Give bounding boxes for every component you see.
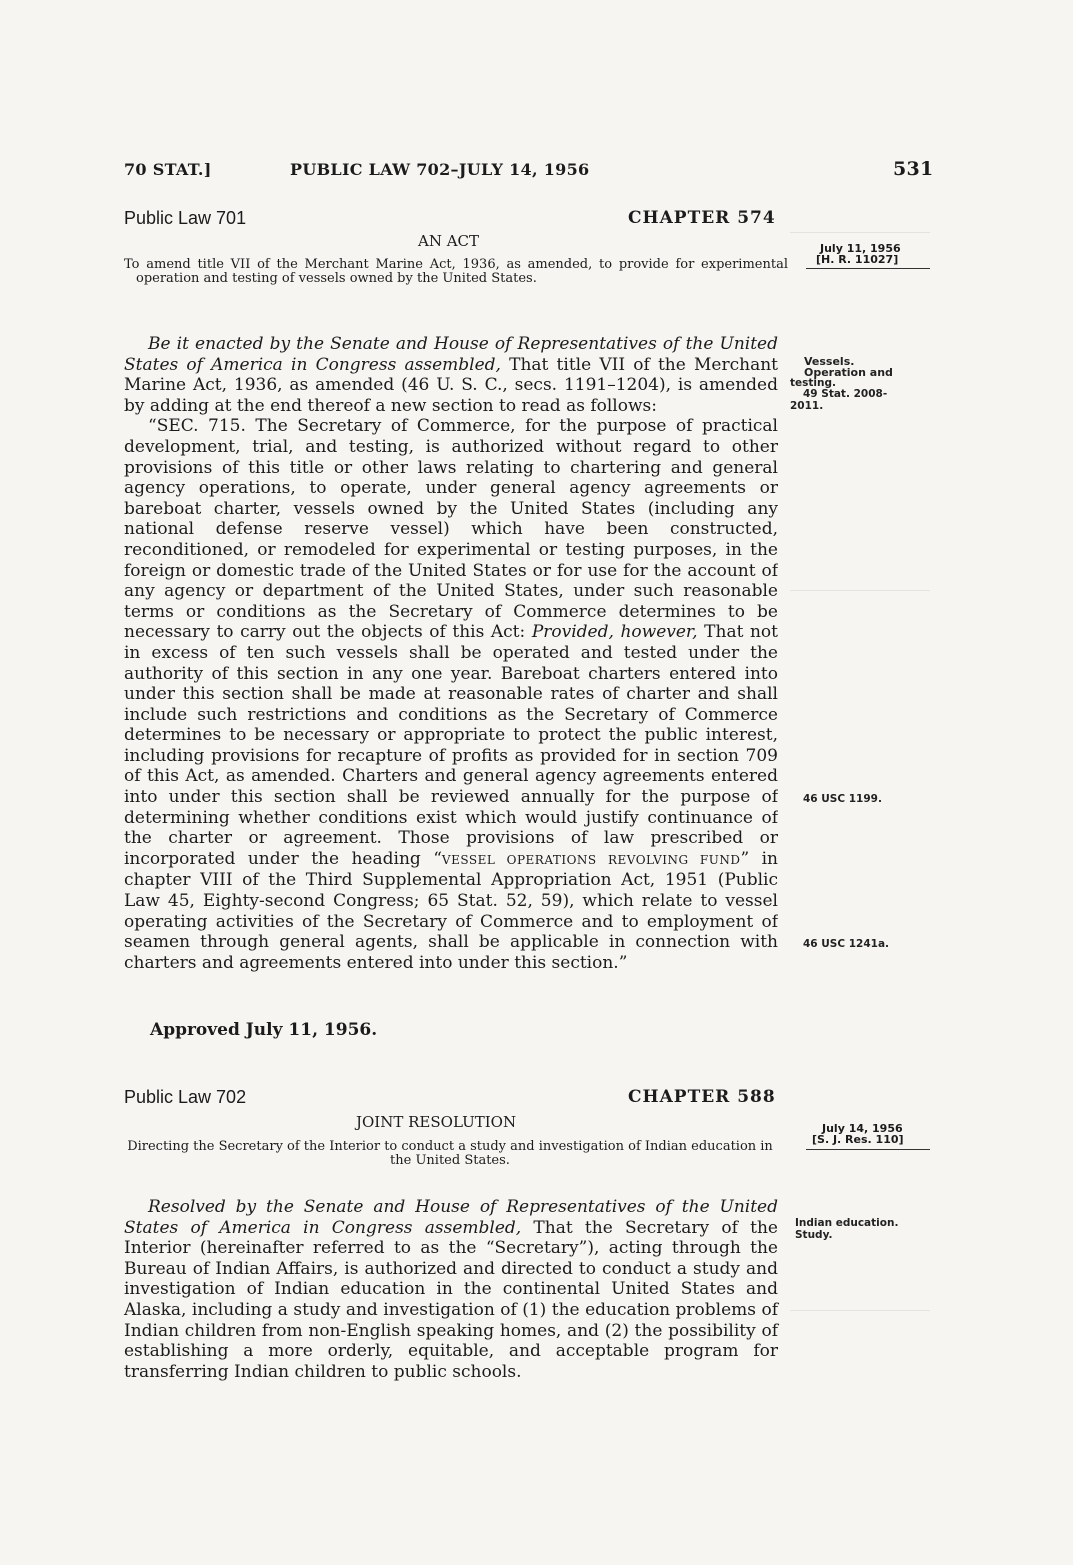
section-715-part1: “SEC. 715. The Secretary of Commerce, for the purpose of practical development, trial, and testing, is authorized without regard to other provisions of this title or other laws relating to chartering and general agency operations, to operate, under general agency agreements or bareboat charter, vessels owned by the United States (including any national defense reserve vessel) which have been constructed, reconditioned, or remodeled for experimental or testing purposes, in the foreign or domestic trade of the United States or for use for the account of any agency or department of the United States, under such reasonable terms or conditions as the Secretary of Commerce determines to be necessary to carry out the objects of this Act: [124, 416, 778, 643]
header-volume: 70 STAT.] [124, 160, 212, 179]
public-law-701-label: Public Law 701 [124, 208, 247, 228]
act-body [124, 334, 778, 1024]
enacting-clause [124, 334, 778, 416]
section-715 [124, 416, 778, 973]
margin-note-stat-ref: 49 Stat. 2008- [803, 388, 888, 400]
margin-note-46-usc-1199: 46 USC 1199. [803, 793, 882, 805]
provided-italic: Provided, however, [531, 622, 698, 643]
chapter-574-label: CHAPTER 574 [628, 208, 776, 228]
section-715-part2: That not in excess of ten such vessels shall be operated and tested under the authority of this section in any one year. Bareboat charters entered into under this section shall be made at reasonable rates of charter and shall include such restrictions and conditions as the Secretary of Commerce determines to be necessary or appropriate to protect the public interest, including provisions for recapture of profits as provided for in section 709 of this Act, as amended. Charters and general agency agreements entered into under this section shall be reviewed annually for the purpose of determining whether conditions exist which would justify continuance of the charter or agreement. Those provisions of law prescribed or incorporated under the heading “ [124, 622, 778, 869]
margin-note-46-usc-1241a: 46 USC 1241a. [803, 938, 890, 950]
resolved-italic: Resolved by the Senate and House of Representatives of the United States of America in Congress assembled, [124, 1197, 778, 1238]
resolution-purpose: Directing the Secretary of the Interior to conduct a study and investigation of Indian education in the United States. [127, 1139, 773, 1168]
margin-note-stat-ref-2: 2011. [790, 400, 824, 412]
margin-note-vessels: Vessels. [804, 355, 855, 368]
page-number: 531 [893, 158, 934, 180]
chapter-588-label: CHAPTER 588 [628, 1087, 776, 1107]
approved-line: Approved July 11, 1956. [150, 1020, 378, 1040]
date-note-rule [806, 268, 930, 269]
header-title: PUBLIC LAW 702–JULY 14, 1956 [290, 160, 590, 179]
bleed-through-rule [790, 232, 930, 233]
bleed-through-rule [790, 1310, 930, 1311]
section-715-part3: ” in chapter VIII of the Third Supplemental Appropriation Act, 1951 (Public Law 45, Eighty-second Congress; 65 Stat. 52, 59), which relate to vessel operating activities of the Secretary of Commerce and to employment of seamen through general agents, shall be applicable in connection with charters and agreements entered into under this section.” [124, 848, 778, 973]
resolving-clause [124, 1197, 778, 1382]
resolution-body [124, 1197, 778, 1382]
date-note-rule-2 [806, 1149, 930, 1150]
bill-number-note: [H. R. 11027] [816, 253, 899, 266]
joint-resolution-title: JOINT RESOLUTION [356, 1113, 517, 1131]
date-note-july-11: July 11, 1956 [820, 242, 901, 255]
margin-note-testing: testing. [790, 377, 836, 389]
date-note-july-14: July 14, 1956 [822, 1122, 903, 1135]
margin-note-indian-education: Indian education. [795, 1217, 899, 1229]
act-purpose: To amend title VII of the Merchant Marine Act, 1936, as amended, to provide for experimental operation and testing of vessels owned by the United States. [124, 257, 788, 286]
resolved-rest: That the Secretary of the Interior (hereinafter referred to as the “Secretary”), acting through the Bureau of Indian Affairs, is authorized and directed to conduct a study and investigation of Indian education in the continental United States and Alaska, including a study and investigation of (1) the education problems of Indian children from non-English speaking homes, and (2) the possibility of establishing a more orderly, equitable, and acceptable program for transferring Indian children to public schools. [124, 1217, 778, 1382]
enacting-rest: That title VII of the Merchant Marine Act, 1936, as amended (46 U. S. C., secs. 1191–1204), is amended by adding at the end thereof a new section to read as follows: [124, 354, 778, 416]
enacting-italic: Be it enacted by the Senate and House of Representatives of the United States of America in Congress assembled, [124, 334, 778, 375]
bleed-through-rule [790, 590, 930, 591]
heading-caps: VESSEL OPERATIONS REVOLVING FUND [441, 852, 741, 867]
act-title: AN ACT [418, 232, 480, 250]
public-law-702-label: Public Law 702 [124, 1087, 247, 1107]
resolution-number-note: [S. J. Res. 110] [812, 1133, 904, 1146]
margin-note-operation: Operation and [804, 366, 893, 379]
margin-note-study: Study. [795, 1229, 833, 1241]
